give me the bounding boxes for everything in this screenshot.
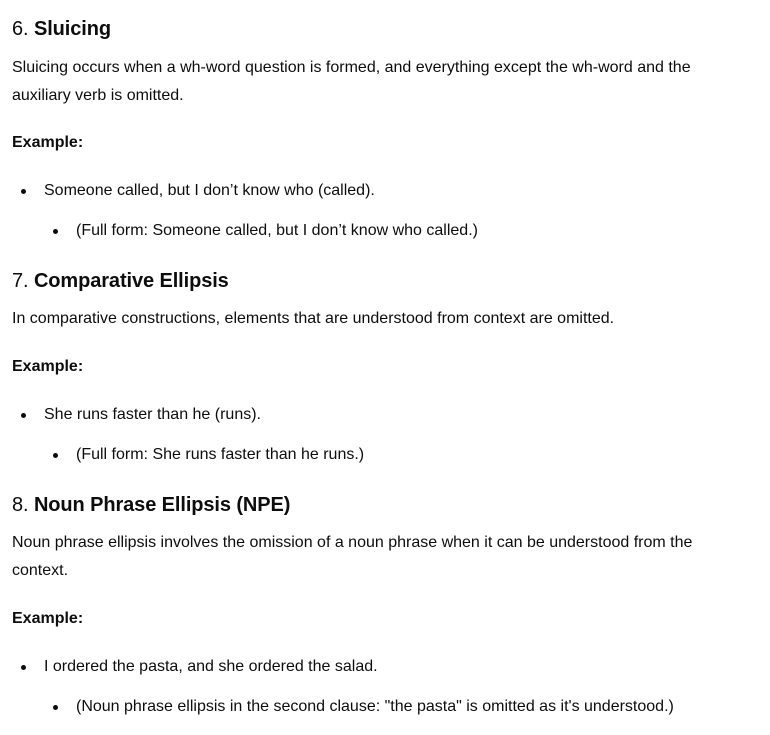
section-description: In comparative constructions, elements that are understood from context are omitted. xyxy=(12,310,615,327)
example-list xyxy=(12,401,752,429)
section-heading xyxy=(12,15,111,43)
sub-example-list xyxy=(12,441,752,469)
example-item: She runs faster than he (runs). xyxy=(12,401,752,429)
section-description: Sluicing occurs when a wh-word question is formed, and everything except the wh-word and the auxiliary verb is omitted. xyxy=(12,59,691,104)
sub-example-item: (Full form: Someone called, but I don’t know who called.) xyxy=(12,217,752,245)
sub-example-list xyxy=(12,693,752,721)
section-heading xyxy=(12,267,229,295)
example-list xyxy=(12,177,752,205)
section-heading xyxy=(12,491,290,519)
section-description: Noun phrase ellipsis involves the omission of a noun phrase when it can be understood from the context. xyxy=(12,534,693,579)
example-label: Example: xyxy=(12,610,84,627)
section-title: Noun Phrase Ellipsis (NPE) xyxy=(33,494,291,516)
section-number: 6. xyxy=(12,18,29,40)
section-title: Sluicing xyxy=(33,18,111,40)
sub-example-item: (Full form: She runs faster than he runs.) xyxy=(12,441,752,469)
sub-example-list xyxy=(12,217,752,245)
example-label: Example: xyxy=(12,358,84,375)
section-number: 8. xyxy=(12,494,29,516)
section-number: 7. xyxy=(12,270,29,292)
example-item: Someone called, but I don’t know who (called). xyxy=(12,177,752,205)
example-item: I ordered the pasta, and she ordered the salad. xyxy=(12,653,752,681)
example-list xyxy=(12,653,752,681)
sub-example-item: (Noun phrase ellipsis in the second clause: "the pasta" is omitted as it's understood.) xyxy=(12,693,752,721)
section-title: Comparative Ellipsis xyxy=(33,270,229,292)
example-label: Example: xyxy=(12,134,84,151)
